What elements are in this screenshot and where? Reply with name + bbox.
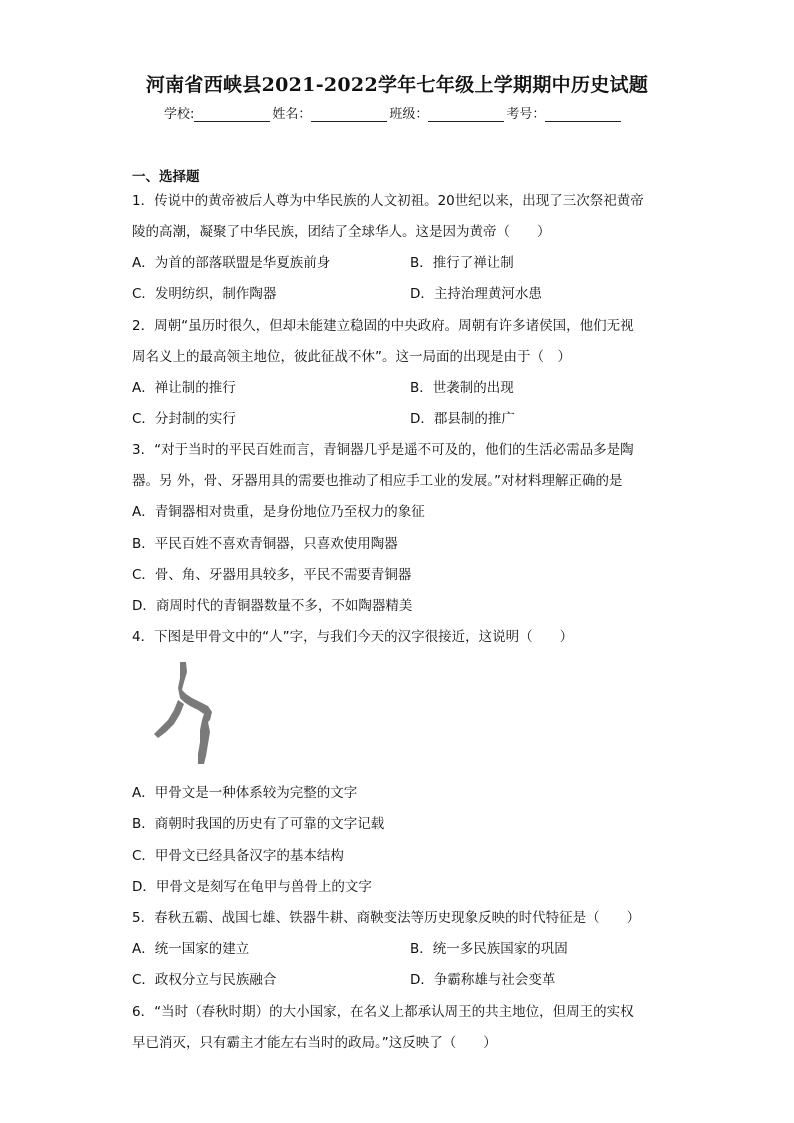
q2-line2: 周名义上的最高领主地位，彼此征战不休”。这一局面的出现是由于（ ） [132, 349, 571, 365]
q4-option-c: C．甲骨文已经具备汉字的基本结构 [132, 848, 344, 864]
q2-line1: 2．周朝“虽历时很久，但却未能建立稳固的中央政府。周朝有许多诸侯国，他们无视 [132, 318, 634, 334]
exam-no-blank [545, 107, 621, 122]
q5-option-d: D．争霸称雄与社会变革 [410, 972, 556, 988]
q4-option-a: A．甲骨文是一种体系较为完整的文字 [132, 785, 358, 801]
name-label: 姓名： [272, 107, 312, 122]
name-field [272, 103, 389, 122]
q1-option-b: B．推行了禅让制 [410, 255, 514, 271]
q3-line2: 器。另 外，骨、牙器用具的需要也推动了相应手工业的发展。”对材料理解正确的是 [132, 473, 623, 489]
q4-option-d: D．甲骨文是刻写在龟甲与兽骨上的文字 [132, 879, 372, 895]
section-heading: 一、选择题 [132, 169, 200, 185]
oracle-bone-ren-character-image [150, 660, 225, 765]
q5-option-c: C．政权分立与民族融合 [132, 972, 277, 988]
q2-option-b: B．世袭制的出现 [410, 380, 514, 396]
school-field [164, 103, 272, 122]
q5-option-a: A．统一国家的建立 [132, 941, 250, 957]
class-field [389, 103, 506, 122]
student-info-row [164, 103, 623, 122]
q2-option-a: A．禅让制的推行 [132, 380, 236, 396]
oracle-stroke-right [198, 720, 210, 764]
q5-line1: 5．春秋五霸、战国七雄、铁器牛耕、商鞅变法等历史现象反映的时代特征是（ ） [132, 910, 641, 926]
q3-option-b: B．平民百姓不喜欢青铜器，只喜欢使用陶器 [132, 536, 398, 552]
q4-option-b: B．商朝时我国的历史有了可靠的文字记载 [132, 816, 385, 832]
school-blank [194, 107, 270, 122]
q1-line1: 1．传说中的黄帝被后人尊为中华民族的人文初祖。20世纪以来，出现了三次祭祀黄帝 [132, 193, 644, 209]
q6-line1: 6．“当时（春秋时期）的大小国家，在名义上都承认周王的共主地位，但周王的实权 [132, 1004, 634, 1020]
school-label: 学校: [164, 107, 195, 122]
q1-option-d: D．主持治理黄河水患 [410, 286, 542, 302]
exam-no-label: 考号： [506, 107, 546, 122]
class-label: 班级： [389, 107, 429, 122]
q3-option-a: A．青铜器相对贵重，是身份地位乃至权力的象征 [132, 504, 425, 520]
q2-option-d: D．郡县制的推广 [410, 411, 515, 427]
q3-option-d: D．商周时代的青铜器数量不多，不如陶器精美 [132, 598, 413, 614]
page-title: 河南省西峡县2021-2022学年七年级上学期期中历史试题 [145, 74, 649, 96]
q2-option-c: C．分封制的实行 [132, 411, 236, 427]
exam-no-field [506, 103, 623, 122]
q3-option-c: C．骨、角、牙器用具较多，平民不需要青铜器 [132, 567, 412, 583]
oracle-stroke-upper [178, 662, 212, 724]
oracle-stroke-left [154, 700, 184, 738]
q5-option-b: B．统一多民族国家的巩固 [410, 941, 568, 957]
q4-line1: 4．下图是甲骨文中的“人”字，与我们今天的汉字很接近，这说明（ ） [132, 629, 574, 645]
name-blank [311, 107, 387, 122]
class-blank [428, 107, 504, 122]
q6-line2: 早已消灭，只有霸主才能左右当时的政局。”这反映了（ ） [132, 1035, 497, 1051]
q1-option-a: A．为首的部落联盟是华夏族前身 [132, 255, 331, 271]
q3-line1: 3．“对于当时的平民百姓而言，青铜器几乎是遥不可及的，他们的生活必需品多是陶 [132, 442, 634, 458]
q1-line2: 陵的高潮，凝聚了中华民族，团结了全球华人。这是因为黄帝（ ） [132, 224, 551, 240]
q1-option-c: C．发明纺织，制作陶器 [132, 286, 277, 302]
